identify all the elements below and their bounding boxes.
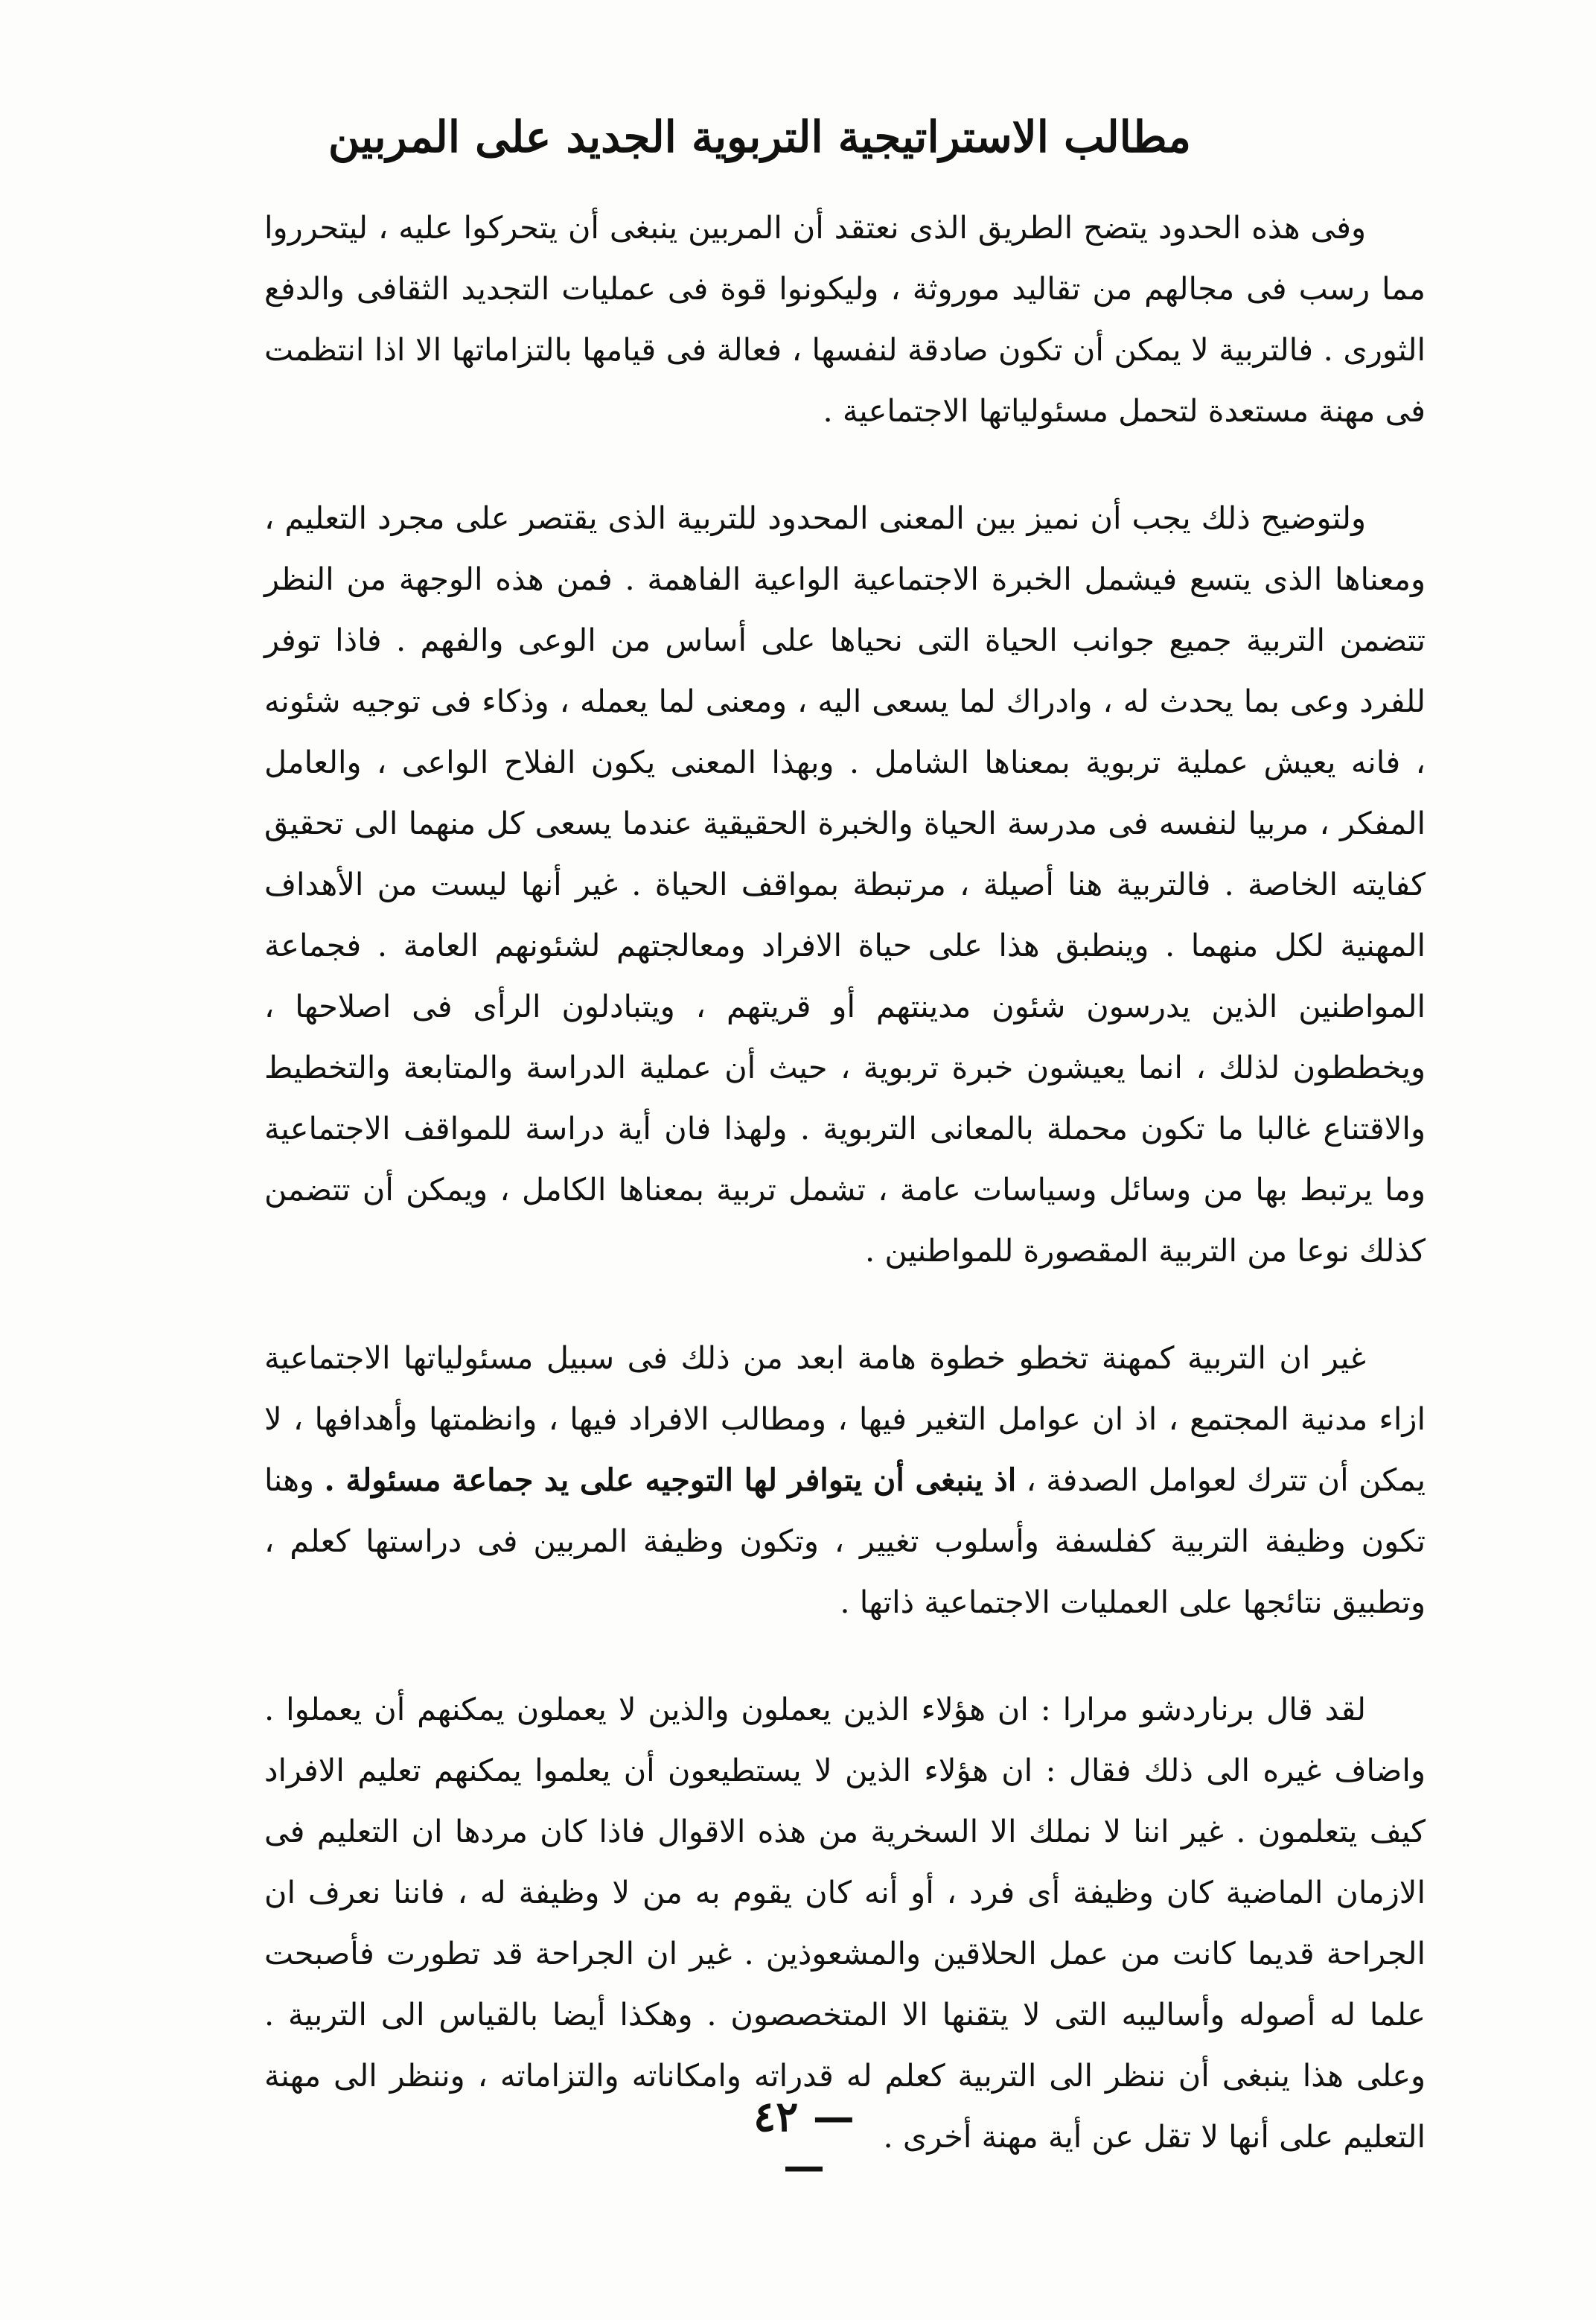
paragraph-4: لقد قال برناردشو مرارا : ان هؤلاء الذين يعملون والذين لا يعملون يمكنهم أن يعملوا . واضاف غيره الى ذلك فقال : ان هؤلاء الذين لا يستطيعون أن يعلموا يمكنهم تعليم الافراد كيف يتعلمون . غير اننا لا نملك الا السخرية من هذه الاقوال فاذا كان مردها ان التعليم فى الازمان الماضية كان وظيفة أى فرد ، أو أنه كان يقوم به من لا وظيفة له ، فاننا نعرف ان الجراحة قديما كانت من عمل الحلاقين والمشعوذين . غير ان الجراحة قد تطورت فأصبحت علما له أصوله وأساليبه التى لا يتقنها الا المتخصصون . وهكذا أيضا بالقياس الى التربية . وعلى هذا ينبغى أن ننظر الى التربية كعلم له قدراته وامكاناته والتزاماته ، وننظر الى مهنة التعليم على أنها لا تقل عن أية مهنة أخرى . <box>264 1691 1426 2155</box>
page-number: — ٤٢ — <box>753 2092 855 2190</box>
running-header: مطالب الاستراتيجية التربوية الجديد على المربين <box>328 112 1191 162</box>
body-text <box>264 197 1426 2214</box>
paragraph-3-text-before: غير ان التربية كمهنة تخطو خطوة هامة ابعد من ذلك فى سبيل مسئولياتها الاجتماعية ازاء مدنية المجتمع ، اذ ان عوامل التغير فيها ، ومطالب الافراد فيها ، وانظمتها وأهدافها ، لا يمكن أن تترك لعوامل الصدفة ، <box>264 1339 1426 1498</box>
paragraph-1: وفى هذه الحدود يتضح الطريق الذى نعتقد أن المربين ينبغى أن يتحركوا عليه ، ليتحرروا مما رسب فى مجالهم من تقاليد موروثة ، وليكونوا قوة فى عمليات التجديد الثقافى والدفع الثورى . فالتربية لا يمكن أن تكون صادقة لنفسها ، فعالة فى قيامها بالتزاماتها الا اذا انتظمت فى مهنة مستعدة لتحمل مسئولياتها الاجتماعية . <box>264 209 1426 429</box>
paragraph-3-text-after: وهنا تكون وظيفة التربية كفلسفة وأسلوب تغيير ، وتكون وظيفة المربين فى دراستها كعلم ، وتطبيق نتائجها على العمليات الاجتماعية ذاتها . <box>264 1462 1426 1620</box>
paragraph-2: ولتوضيح ذلك يجب أن نميز بين المعنى المحدود للتربية الذى يقتصر على مجرد التعليم ، ومعناها الذى يتسع فيشمل الخبرة الاجتماعية الواعية الفاهمة . فمن هذه الوجهة من النظر تتضمن التربية جميع جوانب الحياة التى نحياها على أساس من الوعى والفهم . فاذا توفر للفرد وعى بما يحدث له ، وادراك لما يسعى اليه ، ومعنى لما يعمله ، وذكاء فى توجيه شئونه ، فانه يعيش عملية تربوية بمعناها الشامل . وبهذا المعنى يكون الفلاح الواعى ، والعامل المفكر ، مربيا لنفسه فى مدرسة الحياة والخبرة الحقيقية عندما يسعى كل منهما الى تحقيق كفايته الخاصة . فالتربية هنا أصيلة ، مرتبطة بمواقف الحياة . غير أنها ليست من الأهداف المهنية لكل منهما . وينطبق هذا على حياة الافراد ومعالجتهم لشئونهم العامة . فجماعة المواطنين الذين يدرسون شئون مدينتهم أو قريتهم ، ويتبادلون الرأى فى اصلاحها ، ويخططون لذلك ، انما يعيشون خبرة تربوية ، حيث أن عملية الدراسة والمتابعة والتخطيط والاقتناع غالبا ما تكون محملة بالمعانى التربوية . ولهذا فان أية دراسة للمواقف الاجتماعية وما يرتبط بها من وسائل وسياسات عامة ، تشمل تربية بمعناها الكامل ، ويمكن أن تتضمن كذلك نوعا من التربية المقصورة للمواطنين . <box>264 500 1426 1269</box>
paragraph-3 <box>264 1328 1426 1633</box>
paragraph-3-emphasis: اذ ينبغى أن يتوافر لها التوجيه على يد جماعة مسئولة . <box>324 1462 1017 1498</box>
